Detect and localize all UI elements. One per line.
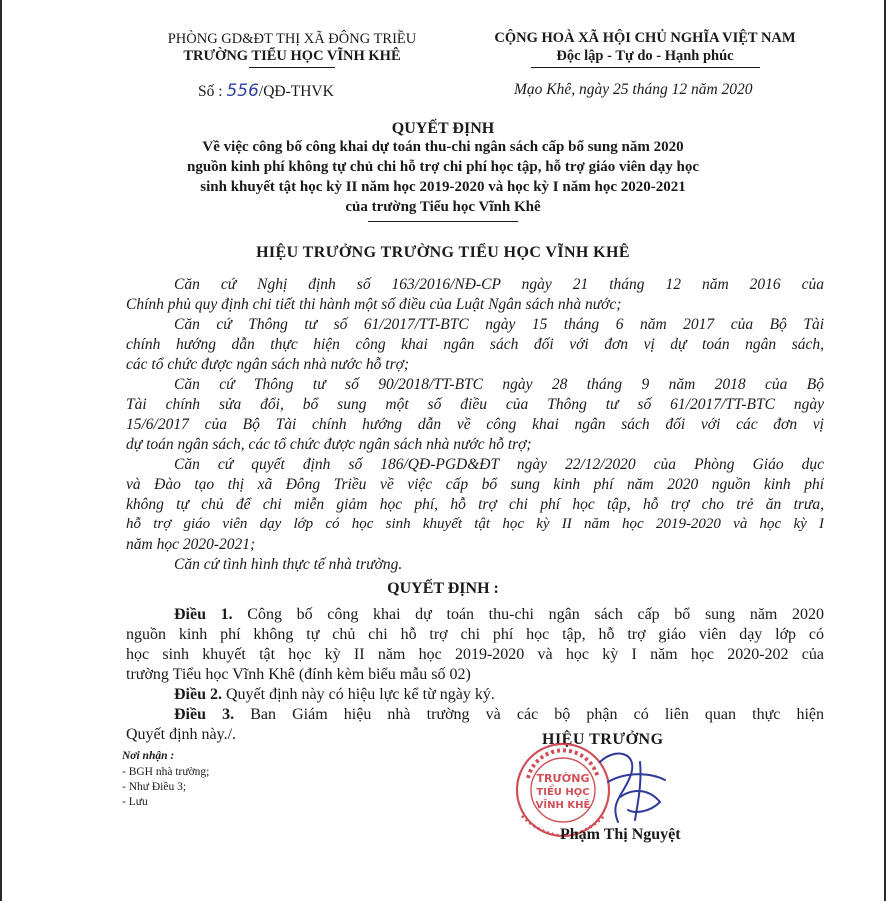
article-2-text: Quyết định này có hiệu lực kể từ ngày ký. xyxy=(222,686,495,703)
article-3-text: Ban Giám hiệu nhà trường và các bộ phận có liên quan thực hiện xyxy=(234,706,824,723)
preamble-line: hỗ trợ giáo viên dạy lớp có học sinh khuyết tật học kỳ II năm học 2019-2020 và học kỳ I xyxy=(126,516,824,532)
document-number-label: Số : xyxy=(198,83,227,100)
svg-text:TRƯỜNG: TRƯỜNG xyxy=(536,772,590,785)
preamble-line: Căn cứ quyết định số 186/QĐ-PGD&ĐT ngày 22/12/2020 của Phòng Giáo dục xyxy=(174,456,824,473)
article-3 xyxy=(174,706,824,724)
signer-name: Phạm Thị Nguyệt xyxy=(560,826,681,843)
decision-heading: QUYẾT ĐỊNH : xyxy=(387,580,499,597)
national-title: CỘNG HOÀ XÃ HỘI CHỦ NGHĨA VIỆT NAM xyxy=(494,30,796,46)
article-3-line: Quyết định này./. xyxy=(126,726,237,743)
preamble-line: chính hướng dẫn thực hiện công khai ngân sách đối với đơn vị dự toán ngân sách, xyxy=(126,336,824,353)
svg-text:VĨNH KHÊ: VĨNH KHÊ xyxy=(535,800,591,811)
document-number xyxy=(198,81,334,101)
preamble-line: Tài chính sửa đổi, bổ sung một số điều của Thông tư số 61/2017/TT-BTC ngày xyxy=(126,396,824,413)
title-subject-line: sinh khuyết tật học kỳ II năm học 2019-2020 và học kỳ I năm học 2020-2021 xyxy=(200,179,686,195)
preamble-line: Căn cứ Thông tư số 61/2017/TT-BTC ngày 15 tháng 6 năm 2017 của Bộ Tài xyxy=(174,316,824,333)
title-subject-line: nguồn kinh phí không tự chủ chi hỗ trợ chi phí học tập, hỗ trợ giáo viên dạy học xyxy=(187,159,699,175)
preamble-line: Căn cứ Thông tư số 90/2018/TT-BTC ngày 28 tháng 9 năm 2018 của Bộ xyxy=(174,376,824,393)
preamble-line: các tổ chức được ngân sách nhà nước hỗ trợ; xyxy=(126,356,410,373)
issuing-authority: HIỆU TRƯỞNG TRƯỜNG TIỂU HỌC VĨNH KHÊ xyxy=(256,244,630,261)
header-right-rule xyxy=(531,67,760,68)
official-stamp xyxy=(517,744,609,836)
signer-title: HIỆU TRƯỞNG xyxy=(542,731,664,748)
article-2-label: Điều 2. xyxy=(174,686,222,703)
title-subject-line: Về việc công bố công khai dự toán thu-chi ngân sách cấp bổ sung năm 2020 xyxy=(202,139,684,155)
article-1-label: Điều 1. xyxy=(174,606,233,623)
issuing-department: PHÒNG GD&ĐT THỊ XÃ ĐÔNG TRIỀU xyxy=(167,31,417,47)
preamble-line: 15/6/2017 của Bộ Tài chính hướng dẫn về công khai ngân sách đối với các đơn vị xyxy=(126,416,824,433)
issue-date: Mạo Khê, ngày 25 tháng 12 năm 2020 xyxy=(514,81,753,98)
school-name: TRƯỜNG TIỂU HỌC VĨNH KHÊ xyxy=(183,48,401,64)
title-rule xyxy=(368,221,518,222)
preamble-line: và Đào tạo thị xã Đông Triều về việc cấp bổ sung kinh phí năm 2020 nguồn kinh phí xyxy=(126,476,824,493)
recipient-item: - Như Điều 3; xyxy=(122,781,187,793)
national-motto: Độc lập - Tự do - Hạnh phúc xyxy=(556,48,734,64)
preamble-line: Căn cứ Nghị định số 163/2016/NĐ-CP ngày 21 tháng 12 năm 2016 của xyxy=(174,276,824,293)
document-number-handwritten: 556 xyxy=(226,81,259,101)
article-3-label: Điều 3. xyxy=(174,706,235,723)
preamble-line: Chính phủ quy định chi tiết thi hành một số điều của Luật Ngân sách nhà nước; xyxy=(126,296,622,313)
article-1-line: trường Tiểu học Vĩnh Khê (đính kèm biểu mẫu số 02) xyxy=(126,666,471,683)
article-1 xyxy=(174,606,824,624)
article-2 xyxy=(174,686,495,704)
article-1-text: Công bố công khai dự toán thu-chi ngân sách cấp bổ sung năm 2020 xyxy=(232,606,824,623)
article-1-line: học sinh khuyết tật học kỳ II năm học 2019-2020 và học kỳ I năm học 2020-202 của xyxy=(126,646,824,663)
recipient-item: - Lưu xyxy=(122,796,148,808)
recipient-item: - BGH nhà trường; xyxy=(122,766,210,778)
title-subject-line: của trường Tiểu học Vĩnh Khê xyxy=(345,199,541,215)
header-left-rule xyxy=(249,67,335,68)
document-number-suffix: /QĐ-THVK xyxy=(258,83,334,100)
preamble-line: dự toán ngân sách, các tổ chức được ngân sách nhà nước hỗ trợ; xyxy=(126,436,532,453)
preamble-line: không tự chủ để chi miễn giảm học phí, hỗ trợ chi phí học tập, hỗ trợ cho trẻ ăn trưa, xyxy=(126,496,824,513)
preamble-line: năm học 2020-2021; xyxy=(126,536,256,553)
article-1-line: nguồn kinh phí không tự chủ chi hỗ trợ chi phí học tập, hỗ trợ giáo viên dạy lớp có xyxy=(126,626,824,643)
recipients-label: Nơi nhận : xyxy=(122,750,175,762)
preamble-line: Căn cứ tình hình thực tế nhà trường. xyxy=(174,556,403,573)
svg-text:TIỂU HỌC: TIỂU HỌC xyxy=(536,787,590,798)
document-title: QUYẾT ĐỊNH xyxy=(391,120,495,137)
